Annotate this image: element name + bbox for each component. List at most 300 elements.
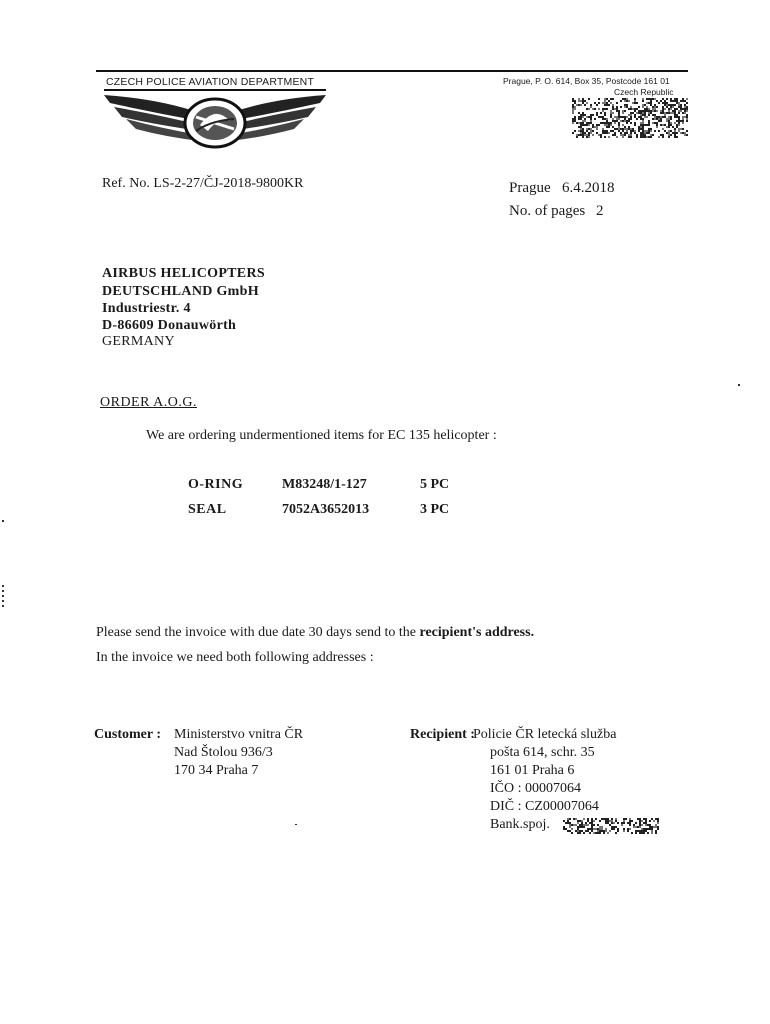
redaction-noise-cell: [584, 114, 586, 116]
redaction-noise-cell: [678, 104, 680, 106]
redaction-noise-cell: [582, 134, 584, 136]
redaction-noise-cell: [583, 826, 585, 828]
redaction-noise-cell: [616, 116, 618, 118]
redaction-noise-cell: [649, 824, 651, 826]
redaction-noise-cell: [666, 120, 668, 122]
redaction-noise-cell: [591, 824, 593, 826]
redaction-noise-cell: [563, 826, 565, 828]
redaction-noise-cell: [606, 120, 608, 122]
redaction-noise-cell: [666, 102, 668, 104]
redaction-noise-cell: [629, 820, 631, 822]
redaction-noise-cell: [670, 98, 672, 100]
redaction-noise-cell: [650, 134, 652, 136]
redaction-noise-cell: [631, 832, 633, 834]
redaction-noise-cell: [652, 122, 654, 124]
redaction-noise-cell: [580, 114, 582, 116]
redaction-noise-cell: [634, 124, 636, 126]
redaction-noise-cell: [622, 98, 624, 100]
redaction-noise-cell: [640, 112, 642, 114]
redaction-noise-cell: [628, 120, 630, 122]
redaction-noise-cell: [604, 114, 606, 116]
redaction-noise-cell: [664, 100, 666, 102]
redaction-noise-cell: [672, 106, 674, 108]
redaction-noise-cell: [664, 112, 666, 114]
redaction-noise-cell: [637, 830, 639, 832]
addressee-line: Industriestr. 4: [102, 301, 191, 316]
redaction-noise-cell: [582, 128, 584, 130]
redaction-noise-cell: [646, 98, 648, 100]
redaction-noise-cell: [605, 830, 607, 832]
redaction-noise-cell: [684, 104, 686, 106]
redaction-noise-cell: [581, 822, 583, 824]
redaction-noise-cell: [606, 104, 608, 106]
redaction-noise-cell: [635, 832, 637, 834]
redaction-noise-cell: [586, 130, 588, 132]
redaction-noise-cell: [571, 832, 573, 834]
redaction-noise-cell: [604, 112, 606, 114]
redaction-noise-cell: [656, 118, 658, 120]
redaction-noise-cell: [608, 124, 610, 126]
redaction-noise-cell: [620, 120, 622, 122]
redaction-noise-cell: [654, 104, 656, 106]
redaction-noise-cell: [652, 108, 654, 110]
redaction-noise-cell: [636, 136, 638, 138]
recipient-line: pošta 614, schr. 35: [490, 745, 595, 760]
redaction-noise-cell: [657, 826, 659, 828]
redaction-noise-cell: [623, 830, 625, 832]
redaction-noise-cell: [674, 110, 676, 112]
redaction-noise-cell: [646, 130, 648, 132]
redaction-noise-cell: [648, 108, 650, 110]
redaction-noise-cell: [620, 134, 622, 136]
redaction-noise-cell: [620, 100, 622, 102]
redaction-noise-cell: [611, 826, 613, 828]
redaction-noise-cell: [674, 100, 676, 102]
redaction-noise-cell: [584, 132, 586, 134]
redaction-noise-cell: [666, 106, 668, 108]
redaction-noise-cell: [588, 98, 590, 100]
date-city: Prague: [509, 180, 551, 196]
redaction-noise-cell: [632, 112, 634, 114]
redaction-noise-cell: [572, 118, 574, 120]
redaction-noise-cell: [605, 822, 607, 824]
redaction-noise-cell: [580, 128, 582, 130]
redaction-noise-cell: [684, 108, 686, 110]
redaction-noise-cell: [682, 118, 684, 120]
redaction-noise-cell: [584, 118, 586, 120]
redaction-noise-cell: [644, 104, 646, 106]
redaction-noise-cell: [606, 132, 608, 134]
recipient-line: Bank.spoj.: [490, 817, 550, 832]
redaction-noise-cell: [643, 822, 645, 824]
redaction-noise-cell: [582, 136, 584, 138]
redaction-noise-cell: [585, 824, 587, 826]
redaction-noise-cell: [612, 104, 614, 106]
redaction-noise-cell: [584, 124, 586, 126]
header-rule: [96, 70, 688, 72]
redaction-noise-cell: [618, 126, 620, 128]
reference-number: Ref. No. LS-2-27/ČJ-2018-9800KR: [102, 176, 304, 191]
redaction-noise-cell: [622, 128, 624, 130]
redaction-noise-cell: [606, 126, 608, 128]
redaction-noise-cell: [594, 126, 596, 128]
redaction-noise-cell: [616, 128, 618, 130]
redaction-noise-cell: [599, 830, 601, 832]
redaction-noise-cell: [639, 830, 641, 832]
redaction-noise-cell: [565, 828, 567, 830]
redaction-noise-cell: [572, 108, 574, 110]
scan-speck: [738, 384, 740, 386]
redaction-noise-cell: [634, 132, 636, 134]
redaction-noise-cell: [624, 100, 626, 102]
recipient-line: DIČ : CZ00007064: [490, 799, 599, 814]
redaction-noise-cell: [592, 130, 594, 132]
redaction-noise-cell: [666, 98, 668, 100]
redaction-noise-cell: [635, 826, 637, 828]
redaction-noise-cell: [601, 830, 603, 832]
redaction-noise-cell: [655, 832, 657, 834]
redaction-noise-cell: [626, 116, 628, 118]
redaction-noise-cell: [624, 120, 626, 122]
redaction-noise-cell: [623, 828, 625, 830]
redaction-noise-cell: [654, 116, 656, 118]
redaction-noise-cell: [664, 108, 666, 110]
redaction-noise-cell: [636, 102, 638, 104]
redaction-noise-cell: [589, 822, 591, 824]
redaction-noise-cell: [578, 134, 580, 136]
redaction-noise-cell: [647, 832, 649, 834]
redaction-noise-cell: [670, 100, 672, 102]
redaction-noise-cell: [628, 128, 630, 130]
redaction-noise-cell: [590, 116, 592, 118]
redaction-noise-cell: [626, 132, 628, 134]
redaction-noise-cell: [602, 118, 604, 120]
redaction-noise-cell: [579, 830, 581, 832]
redaction-noise-cell: [602, 128, 604, 130]
redaction-noise-cell: [607, 822, 609, 824]
redaction-noise-cell: [630, 136, 632, 138]
redaction-noise-cell: [668, 116, 670, 118]
redaction-noise-cell: [622, 112, 624, 114]
redaction-noise-cell: [610, 112, 612, 114]
redaction-noise-cell: [676, 120, 678, 122]
redaction-noise-cell: [680, 128, 682, 130]
redaction-noise-cell: [636, 118, 638, 120]
redaction-noise-cell: [580, 104, 582, 106]
redaction-noise-cell: [630, 132, 632, 134]
redaction-noise-cell: [645, 822, 647, 824]
redaction-noise-cell: [598, 108, 600, 110]
redaction-noise-cell: [642, 114, 644, 116]
customer-line: 170 34 Praha 7: [174, 763, 259, 778]
redaction-noise-cell: [684, 112, 686, 114]
redaction-noise-cell: [636, 112, 638, 114]
redaction-noise-cell: [578, 130, 580, 132]
redaction-noise-cell: [648, 130, 650, 132]
redaction-noise-cell: [648, 114, 650, 116]
redaction-noise-cell: [569, 818, 571, 820]
redaction-noise-cell: [616, 106, 618, 108]
redaction-noise-cell: [640, 126, 642, 128]
redaction-noise-cell: [644, 132, 646, 134]
redaction-noise-cell: [642, 134, 644, 136]
order-title: ORDER A.O.G.: [100, 395, 198, 410]
redaction-noise-cell: [603, 830, 605, 832]
redaction-noise-cell: [601, 828, 603, 830]
redaction-noise-cell: [565, 822, 567, 824]
redaction-noise-cell: [639, 832, 641, 834]
redaction-noise-cell: [617, 830, 619, 832]
redaction-noise-cell: [577, 820, 579, 822]
redaction-noise-cell: [600, 116, 602, 118]
redaction-noise-cell: [642, 98, 644, 100]
redaction-noise-cell: [655, 826, 657, 828]
redaction-noise-cell: [601, 818, 603, 820]
redaction-noise-cell: [670, 116, 672, 118]
redaction-noise-cell: [670, 130, 672, 132]
redaction-noise-cell: [590, 120, 592, 122]
redaction-noise-cell: [580, 100, 582, 102]
redaction-noise-cell: [612, 126, 614, 128]
redaction-noise-cell: [650, 104, 652, 106]
redaction-noise-cell: [682, 98, 684, 100]
redaction-noise-cell: [660, 100, 662, 102]
redaction-noise-cell: [640, 124, 642, 126]
redaction-noise-cell: [640, 132, 642, 134]
redaction-noise-cell: [615, 820, 617, 822]
redaction-noise-cell: [618, 118, 620, 120]
redaction-noise-cell: [624, 126, 626, 128]
item-part-number: M83248/1-127: [282, 477, 367, 492]
redaction-noise-cell: [612, 112, 614, 114]
redaction-noise-cell: [616, 108, 618, 110]
redaction-noise-cell: [630, 134, 632, 136]
redaction-noise-cell: [610, 114, 612, 116]
redaction-noise-cell: [600, 134, 602, 136]
redaction-noise-cell: [610, 124, 612, 126]
redaction-noise-cell: [604, 102, 606, 104]
redaction-noise-cell: [658, 102, 660, 104]
redaction-noise-cell: [583, 818, 585, 820]
addressee-line: AIRBUS HELICOPTERS: [102, 266, 265, 281]
item-quantity: 3 PC: [420, 502, 450, 517]
redaction-noise-cell: [660, 124, 662, 126]
redaction-noise-cell: [644, 134, 646, 136]
redaction-noise-cell: [579, 820, 581, 822]
redaction-noise-cell: [640, 116, 642, 118]
redaction-noise-cell: [678, 128, 680, 130]
redaction-noise-cell: [590, 132, 592, 134]
redaction-noise-cell: [684, 134, 686, 136]
invoice-instruction: [96, 625, 534, 641]
redaction-noise-cell: [682, 100, 684, 102]
department-name: CZECH POLICE AVIATION DEPARTMENT: [106, 76, 315, 88]
redaction-noise-cell: [654, 122, 656, 124]
redaction-noise-cell: [658, 120, 660, 122]
redaction-noise-cell: [645, 824, 647, 826]
redaction-noise-cell: [652, 98, 654, 100]
redaction-noise-cell: [612, 130, 614, 132]
police-wings-logo: [100, 91, 330, 155]
item-name: O-RING: [188, 477, 244, 492]
redaction-noise-cell: [654, 110, 656, 112]
redaction-noise-cell: [582, 116, 584, 118]
redaction-noise-cell: [650, 100, 652, 102]
redaction-noise-cell: [646, 110, 648, 112]
redaction-noise-cell: [612, 108, 614, 110]
redaction-noise-cell: [648, 124, 650, 126]
redaction-noise-cell: [652, 134, 654, 136]
redaction-noise-cell: [578, 116, 580, 118]
redaction-noise-cell: [577, 832, 579, 834]
redaction-noise-cell: [576, 134, 578, 136]
redaction-noise-cell: [682, 116, 684, 118]
scan-speck: [2, 520, 4, 522]
redaction-noise-cell: [604, 118, 606, 120]
redaction-noise-cell: [612, 120, 614, 122]
redaction-noise-cell: [626, 128, 628, 130]
redaction-noise-cell: [580, 126, 582, 128]
redaction-noise-cell: [630, 114, 632, 116]
redaction-noise-cell: [682, 128, 684, 130]
redaction-noise-cell: [590, 122, 592, 124]
redaction-noise-cell: [624, 104, 626, 106]
redaction-noise-cell: [574, 108, 576, 110]
redaction-noise-cell: [590, 104, 592, 106]
redaction-noise-cell: [660, 116, 662, 118]
redaction-noise-cell: [586, 122, 588, 124]
redaction-noise-cell: [680, 120, 682, 122]
redaction-noise-cell: [610, 102, 612, 104]
redaction-noise-cell: [686, 102, 688, 104]
redaction-noise-cell: [645, 818, 647, 820]
redaction-noise-cell: [674, 134, 676, 136]
redaction-noise-cell: [646, 106, 648, 108]
item-quantity: 5 PC: [420, 477, 450, 492]
redaction-noise-cell: [582, 122, 584, 124]
redaction-noise-cell: [582, 114, 584, 116]
redaction-noise-cell: [578, 122, 580, 124]
redaction-noise-cell: [628, 134, 630, 136]
redaction-noise-cell: [598, 124, 600, 126]
redaction-noise-cell: [618, 110, 620, 112]
redaction-noise-cell: [596, 112, 598, 114]
redaction-noise-cell: [672, 100, 674, 102]
redaction-noise-cell: [664, 124, 666, 126]
redaction-noise-cell: [660, 120, 662, 122]
redaction-noise-cell: [567, 820, 569, 822]
redaction-noise-cell: [572, 100, 574, 102]
redaction-noise-cell: [658, 130, 660, 132]
redaction-noise-cell: [674, 132, 676, 134]
redaction-noise-cell: [608, 126, 610, 128]
redaction-noise-cell: [599, 826, 601, 828]
redaction-noise-cell: [611, 822, 613, 824]
redaction-noise-cell: [584, 134, 586, 136]
redaction-noise-cell: [597, 832, 599, 834]
redaction-noise-cell: [666, 132, 668, 134]
redaction-noise-cell: [648, 132, 650, 134]
redaction-noise-cell: [571, 824, 573, 826]
redaction-noise-cell: [686, 116, 688, 118]
redaction-noise-cell: [637, 826, 639, 828]
redaction-noise-cell: [686, 114, 688, 116]
redaction-noise-cell: [632, 130, 634, 132]
redaction-noise-cell: [602, 130, 604, 132]
redaction-noise-cell: [651, 818, 653, 820]
redaction-noise-cell: [567, 830, 569, 832]
redaction-noise-cell: [678, 120, 680, 122]
redaction-noise-cell: [638, 126, 640, 128]
redaction-noise-cell: [633, 826, 635, 828]
redaction-noise-cell: [624, 110, 626, 112]
redaction-noise-cell: [624, 134, 626, 136]
customer-line: Nad Štolou 936/3: [174, 745, 273, 760]
redaction-noise-cell: [588, 136, 590, 138]
redaction-noise-cell: [601, 826, 603, 828]
redaction-noise-cell: [626, 120, 628, 122]
redaction-noise-cell: [578, 126, 580, 128]
redaction-noise-cell: [608, 132, 610, 134]
redaction-noise-cell: [678, 106, 680, 108]
redaction-noise-cell: [577, 828, 579, 830]
redaction-noise-cell: [606, 102, 608, 104]
redaction-noise-cell: [591, 818, 593, 820]
redaction-noise-cell: [612, 98, 614, 100]
redaction-noise-cell: [657, 818, 659, 820]
redaction-noise-cell: [654, 118, 656, 120]
redaction-noise-cell: [640, 110, 642, 112]
redaction-noise-cell: [604, 100, 606, 102]
addressee-line: GERMANY: [102, 334, 175, 349]
redaction-noise-cell: [636, 134, 638, 136]
redaction-noise-cell: [668, 136, 670, 138]
redaction-noise-cell: [680, 104, 682, 106]
redaction-noise-cell: [572, 132, 574, 134]
redaction-noise-cell: [573, 824, 575, 826]
redaction-noise-cell: [682, 108, 684, 110]
redaction-noise-cell: [626, 100, 628, 102]
redaction-noise-cell: [642, 112, 644, 114]
redaction-noise-cell: [596, 132, 598, 134]
redaction-noise-cell: [657, 828, 659, 830]
redaction-noise-cell: [599, 820, 601, 822]
redaction-noise-cell: [648, 136, 650, 138]
redaction-noise-cell: [586, 128, 588, 130]
redaction-noise-cell: [640, 122, 642, 124]
redaction-noise-cell: [582, 130, 584, 132]
redaction-noise-cell: [611, 820, 613, 822]
redaction-noise-cell: [662, 108, 664, 110]
redaction-noise-cell: [642, 124, 644, 126]
redaction-noise-cell: [668, 134, 670, 136]
redaction-noise-cell: [651, 832, 653, 834]
redaction-noise-cell: [596, 104, 598, 106]
redaction-noise-cell: [641, 830, 643, 832]
redaction-noise-cell: [658, 136, 660, 138]
item-part-number: 7052A3652013: [282, 502, 370, 517]
redaction-noise-cell: [571, 828, 573, 830]
redaction-noise-cell: [622, 136, 624, 138]
redaction-noise-cell: [668, 120, 670, 122]
redaction-noise-cell: [639, 824, 641, 826]
redaction-noise-cell: [617, 822, 619, 824]
redaction-noise-cell: [584, 104, 586, 106]
redaction-noise-cell: [597, 828, 599, 830]
redaction-noise-cell: [668, 110, 670, 112]
redaction-noise-cell: [680, 106, 682, 108]
redaction-noise-cell: [586, 124, 588, 126]
